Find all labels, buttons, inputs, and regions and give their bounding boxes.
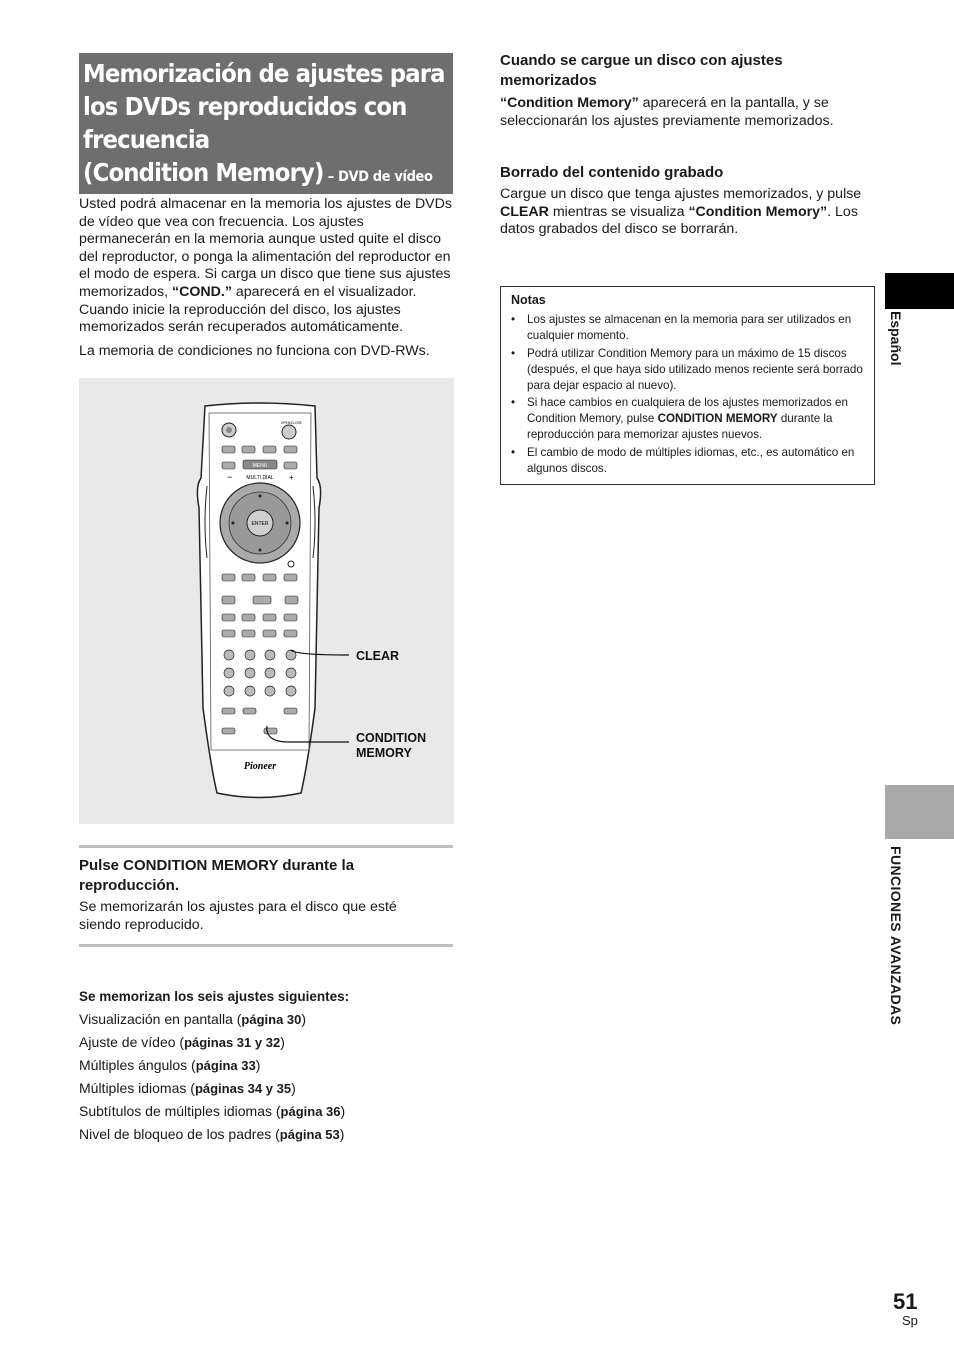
note-item: • Los ajustes se almacenan en la memoria para ser utilizados en cualquier momento. (511, 312, 867, 344)
page-title (83, 57, 445, 194)
cond-indicator-text: “COND.” (172, 283, 232, 300)
language-tab-marker (885, 273, 954, 309)
list-item: Múltiples ángulos (página 33) (79, 1057, 261, 1073)
erase-heading: Borrado del contenido grabado (500, 164, 724, 181)
section-tab-label: FUNCIONES AVANZADAS (888, 846, 904, 1026)
title-subtitle: – DVD de vídeo (323, 169, 433, 185)
callout-condition-memory: CONDITION MEMORY (356, 731, 427, 760)
brand-logo: Pioneer (243, 761, 277, 772)
list-item: Ajuste de vídeo (páginas 31 y 32) (79, 1034, 285, 1050)
enter-button-label: ENTER (251, 521, 269, 527)
title-line-3: frecuencia (83, 125, 210, 154)
step-heading: Pulse CONDITION MEMORY durante la reproducción. (79, 857, 355, 894)
notes-list (511, 312, 867, 478)
title-line-1: Memorización de ajustes para (83, 59, 445, 88)
language-tab-label: Español (888, 311, 904, 366)
list-item: Nivel de bloqueo de los padres (página 53) (79, 1126, 345, 1142)
section-divider-bottom (79, 944, 453, 947)
section-divider-top (79, 845, 453, 848)
title-line-2: los DVDs reproducidos con (83, 92, 407, 121)
notes-box (500, 286, 875, 485)
list-item: Visualización en pantalla (página 30) (79, 1011, 307, 1027)
section-tab-marker (885, 785, 954, 839)
list-item: Subtítulos de múltiples idiomas (página 36) (79, 1103, 346, 1119)
memorized-list (79, 1008, 345, 1146)
note-item: • Podrá utilizar Condition Memory para un máximo de 15 discos (después, el que haya sido utilizado menos reciente será borrado para dejar espacio al nuevo). (511, 346, 867, 394)
remote-illustration (79, 378, 454, 824)
load-disc-text: “Condition Memory” aparecerá en la pantalla, y se seleccionarán los ajustes previamente memorizados. (500, 95, 834, 129)
intro-text (79, 196, 455, 360)
svg-text:+: + (289, 473, 294, 482)
chapter-title-box (79, 53, 453, 194)
load-disc-heading: Cuando se cargue un disco con ajustes memorizados (500, 52, 783, 89)
page-number: 51 (893, 1289, 918, 1314)
list-item: Múltiples idiomas (páginas 34 y 35) (79, 1080, 296, 1096)
menu-button-label: MENU (252, 463, 268, 469)
multidial-label: MULTI DIAL (246, 475, 274, 481)
step-body: Se memorizarán los ajustes para el disco que esté siendo reproducido. (79, 899, 397, 933)
erase-text: Cargue un disco que tenga ajustes memorizados, y pulse CLEAR mientras se visualiza “Condition Memory”. Los datos grabados del disco se borrarán. (500, 186, 862, 238)
memorized-heading: Se memorizan los seis ajustes siguientes: (79, 989, 350, 1004)
note-item: • El cambio de modo de múltiples idiomas, etc., es automático en algunos discos. (511, 445, 867, 477)
intro-note: La memoria de condiciones no funciona con DVD-RWs. (79, 342, 430, 359)
notes-title: Notas (511, 293, 546, 307)
page-language-code: Sp (902, 1313, 918, 1328)
note-item: • Si hace cambios en cualquiera de los ajustes memorizados en Condition Memory, pulse CONDITION MEMORY durante la reproducción para memorizar ajustes nuevos. (511, 395, 867, 443)
title-line-4: (Condition Memory) (83, 158, 324, 187)
intro-paragraph: Usted podrá almacenar en la memoria los ajustes de DVDs de vídeo que vea con frecuencia. Los ajustes permanecerán en la memoria aunque usted quite el disco del reproductor, o ponga la alimentación del reproductor en el modo de espera. Si carga un disco que tiene sus ajustes memorizados, “COND.” aparecerá en el visualizador. Cuando inicie la reproducción del disco, los ajustes memorizados serán recuperados automáticamente. (79, 196, 452, 336)
svg-text:−: − (227, 472, 233, 482)
svg-text:OPEN/CLOSE: OPEN/CLOSE (281, 421, 302, 425)
callout-clear: CLEAR (356, 649, 400, 663)
